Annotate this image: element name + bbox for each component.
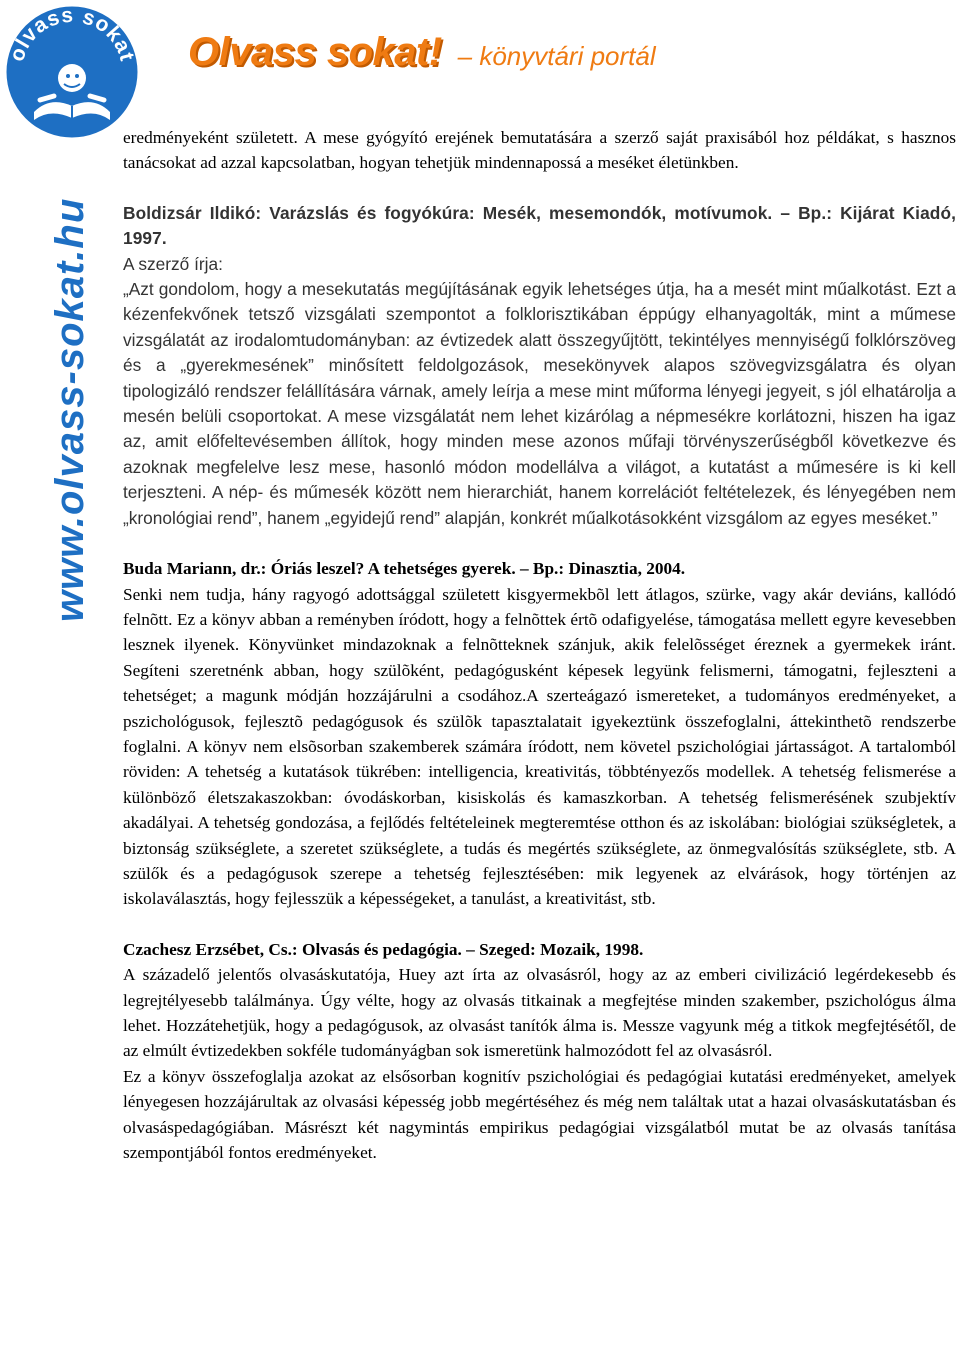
paragraph: eredményeként született. A mese gyógyító erejének bemutatására a szerző saját praxisából hoz példákat, s hasznos tanácsokat ad azzal kapcsolatban, hogyan tehetjük mindennapossá a meséket életünkben. [123,128,956,173]
book-heading: Buda Mariann, dr.: Óriás leszel? A tehetséges gyerek. – Bp.: Dinasztia, 2004. [123,559,686,579]
paragraph: Ez a könyv összefoglalja azokat az elsősorban kognitív pszichológiai és pedagógiai kutatási eredményeket, amelyek lényegesen hozzájárultak az olvasási képesség jobb megértéséhez és még nem találtak utat a hazai olvasáskutatásban és olvasáspedagógiában. Másrészt két nagymintás empirikus pedagógiai vizsgálatból mutat be az olvasás tanítása szempontjából fontos eredményeket. [123,1066,956,1163]
paragraph: „Azt gondolom, hogy a mesekutatás megújításának egyik lehetséges útja, ha a mesét mint műalkotást. Ezt a kézenfekvőnek tetsző vizsgálati szempontot a folklorisztikában éppúgy elhanyagolták, mint a műmese vizsgálatát az irodalomtudományban: az évtizedek alatt összegyűjtött, tekintélyes mennyiségű folklórszöveg és a „gyerekmesének” minősített feldolgozások, mesekönyvek alapos szövegvizsgálatra és olyan tipologizáló rendszer felállítására várnak, amely leírja a mese mint műforma lényegi jegyeit, s jól elhatárolja a mesén belüli csoportokat. A mese vizsgálatát nem lehet kizárólag a népmesékre korlátozni, hiszen ha igaz az, amit előfeltevésemben állítok, hogy minden mese azonos műfaji törvényszerűségből következve és azoknak megfelelve lesz mese, hasonló módon modellálva a világot, a kutatást a műmesére is ki kell terjeszteni. A nép- és műmesék között nem hierarchiát, hanem korrelációt feltételezek, és lényegében nem „kronológiai rend”, hanem „egyidejű rend” alapján, konkrét műalkotásokként vizsgálom az egyes meséket.” [123,279,956,528]
paragraph: Senki nem tudja, hány ragyogó adottsággal született kisgyermekbõl lett átlagos, szürke, vagy akár deviáns, kallódó felnõtt. Ez a könyv abban a reményben íródott, hogy a felnõttek értõ odafigyelése, támogatása mellett egyre kevesebben lesznek ilyenek. Könyvünket mindazoknak a felnõtteknek szánjuk, akik felelõsséget éreznek a gyermekek iránt. Segíteni szeretnénk abban, hogy szülõként, pedagógusként képesek legyünk felismerni, támogatni, fejleszteni a tehetséget; a magunk módján hozzájárulni a csodához.A szerteágazó ismereteket, a tudományos eredményeket, a pszichológusok, fejlesztõ pedagógusok és szülõk tapasztalatait igyekeztünk összefoglalni, áttekinthetõ rendszerbe foglalni. A könyv nem elsõsorban szakemberek számára íródott, nem követel pszichológiai jártasságot. A tartalomból röviden: A tehetség a kutatások tükrében: intelligencia, kreativitás, többtényezős modellek. A tehetség felismerése a különböző életszakaszokban: óvodáskorban, kisiskolás és kamaszkorban. A tehetség felismerésének szubjektív akadályai. A tehetség gondozása, a fejlődés feltételeinek megteremtése otthon és az iskolában: biológiai szükségletek, a biztonság szükséglete, a szeretet szükséglete, a tudás és megértés szükséglete, az önmegvalósítás szükséglete, stb. A szülők és a pedagógusok szerepe a tehetség fejlesztésében: mik legyenek az elvárások, hogy történjen az iskolaválasztás, hogy fejlesszük a képességeket, a tanulást, a kreativitást, stb. [123,584,956,909]
document-body [123,125,956,1165]
paragraph: A századelő jelentős olvasáskutatója, Huey azt írta az olvasásról, hogy az az emberi civilizáció legérdekesebb és legrejtélyesebb találmánya. Úgy vélte, hogy az olvasás titkainak a megfejtése minden szakember, pszichológus álma lehet. Hozzátehetjük, hogy a pedagógusok, az olvasást tanítók álma is. Messze vagyunk még a titkok megfejtésétől, de az elmúlt évtizedekben sokféle tudományágban sok ismeretünk halmozódott fel az olvasásról. [123,965,956,1061]
book-heading: Boldizsár Ildikó: Varázslás és fogyókúra: Mesék, mesemondók, motívumok. – Bp.: Kijárat Kiadó, 1997. [123,202,956,249]
book-entry-boldizsar [123,201,956,531]
paragraph: A szerző írja: [123,253,223,274]
book-entry-czachesz [123,937,956,1166]
book-entry-buda [123,556,956,912]
brand-title: Olvass sokat! [188,30,442,74]
olvass-sokat-logo [0,0,142,140]
brand-subtitle: – könyvtári portál [457,41,656,71]
brand-header [188,30,656,90]
book-heading: Czachesz Erzsébet, Cs.: Olvasás és pedagógia. – Szeged: Mozaik, 1998. [123,939,644,959]
intro-block [123,125,956,176]
logo-text: olvass sokat [5,3,139,65]
vertical-site-url: www.olvass-sokat.hu [48,197,92,622]
